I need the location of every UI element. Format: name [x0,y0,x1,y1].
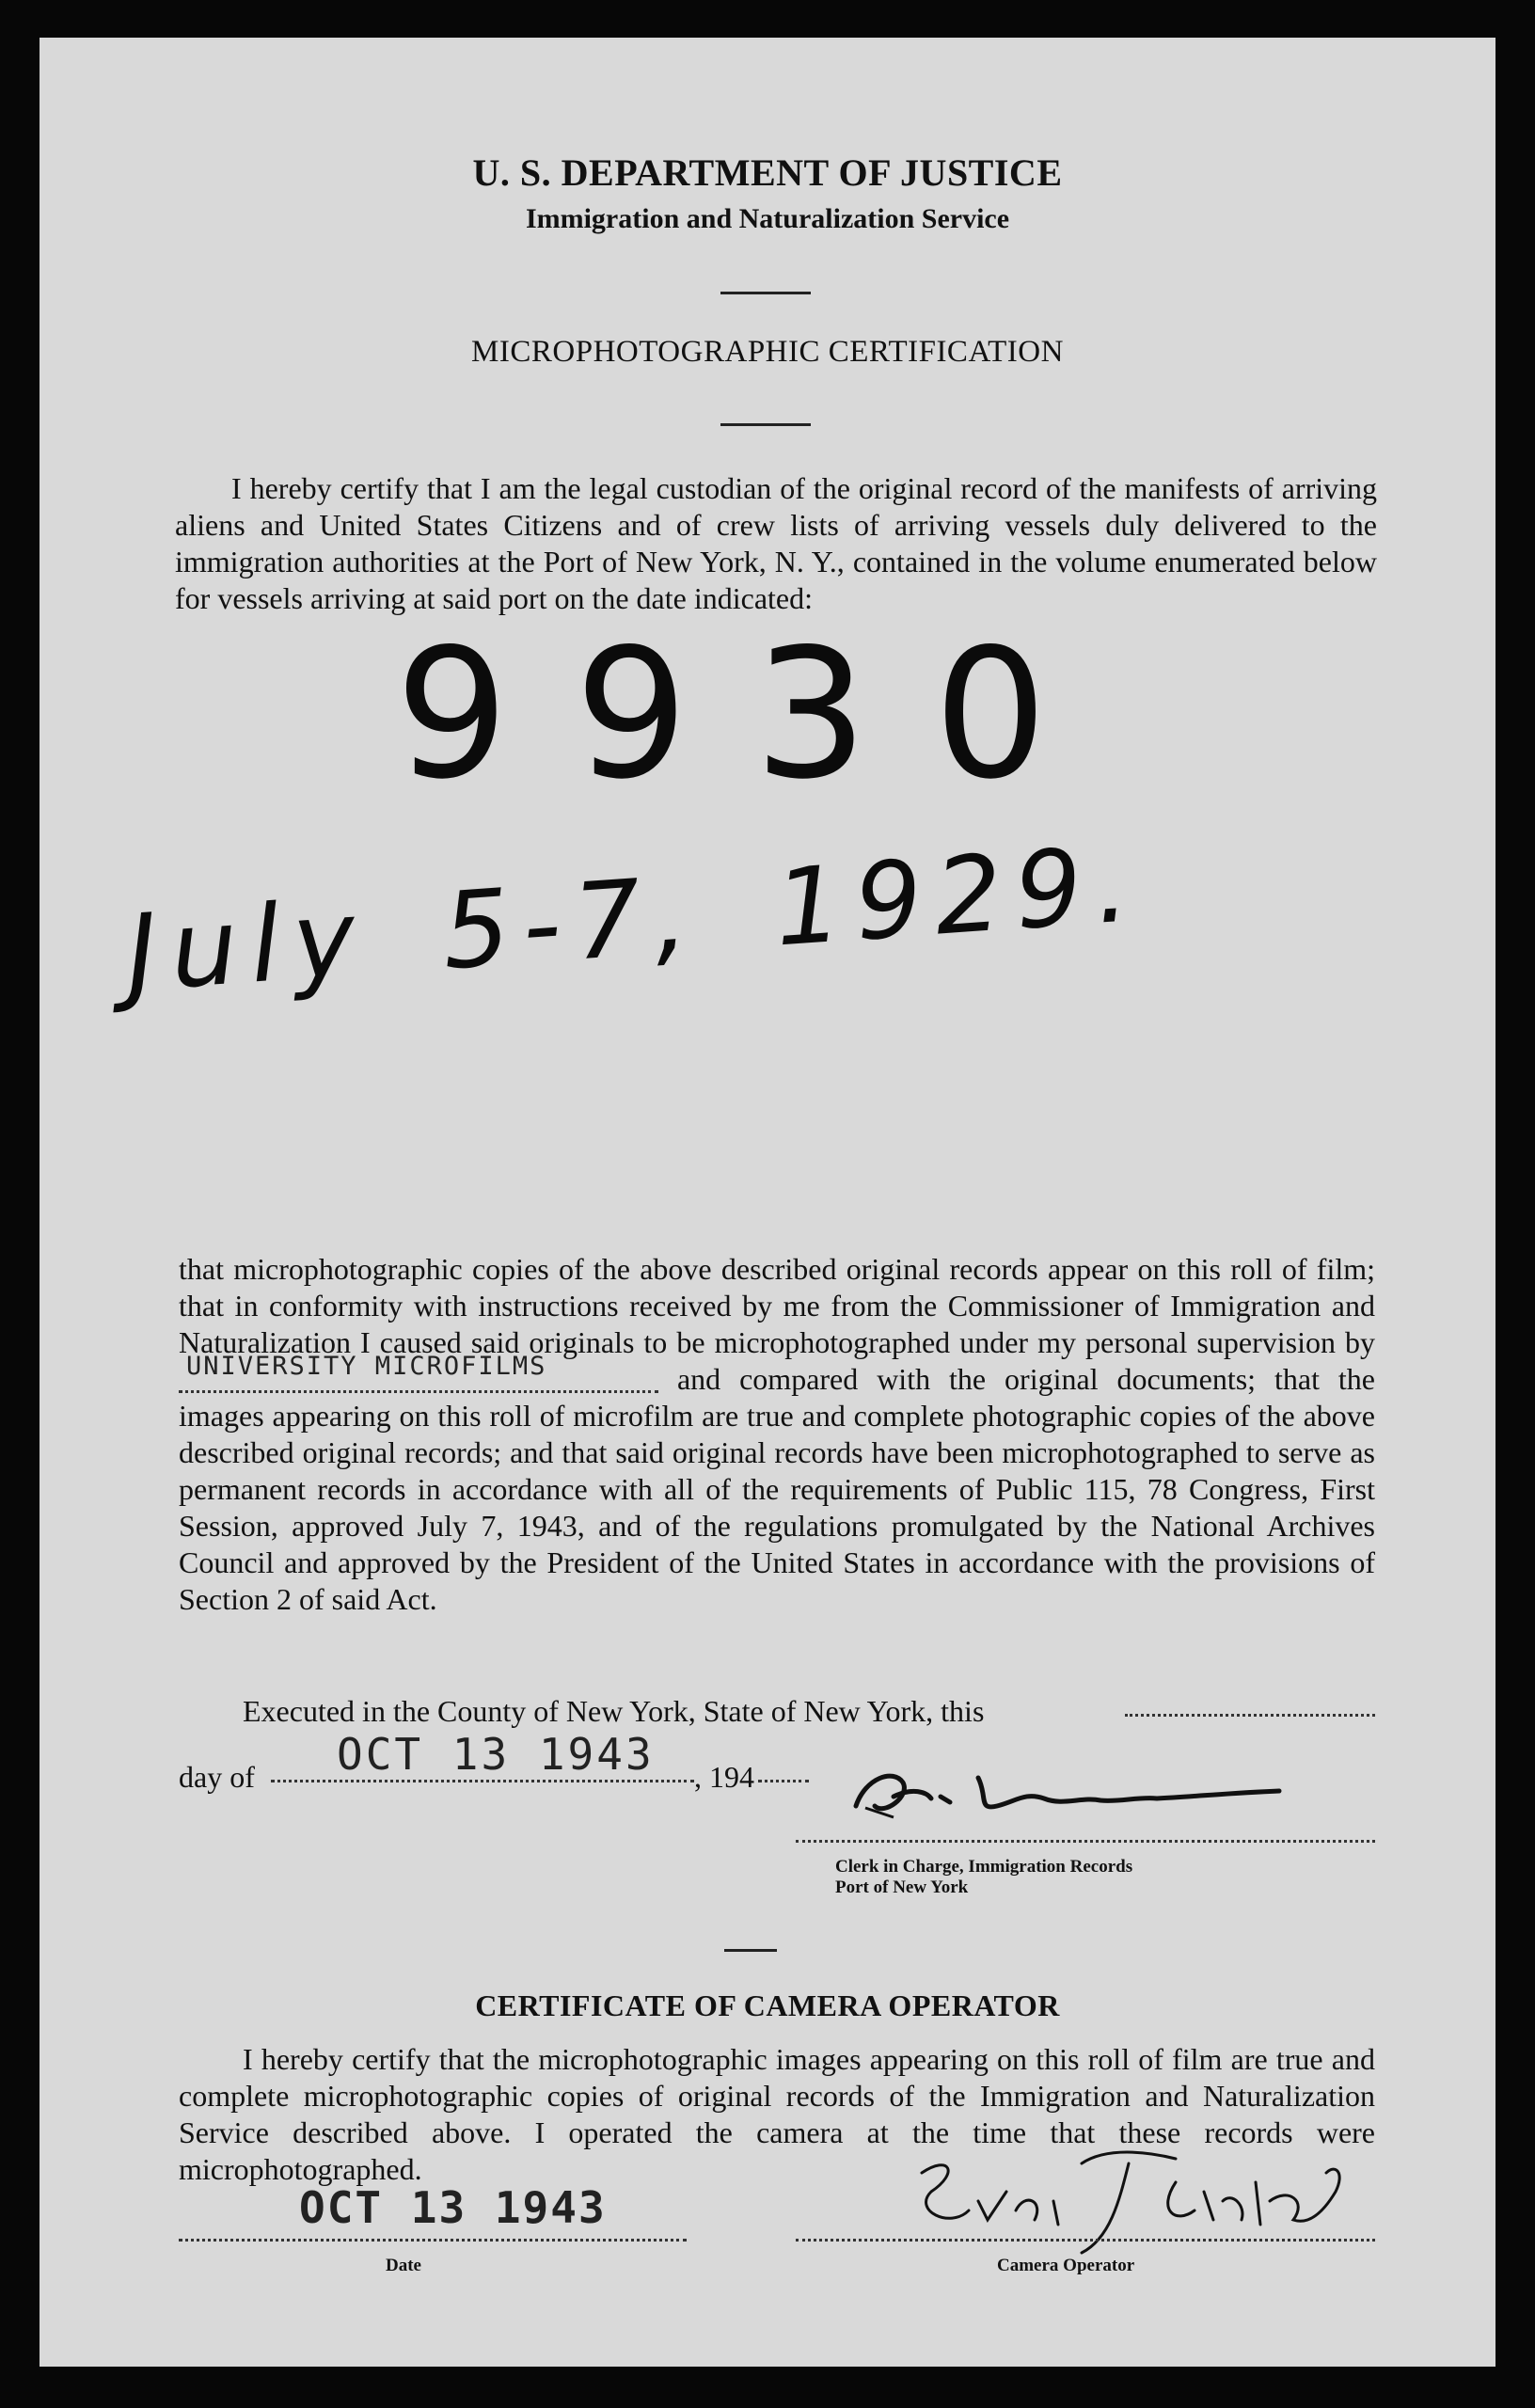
clerk-signature [837,1740,1373,1844]
clerk-title-line1: Clerk in Charge, Immigration Records [835,1857,1133,1877]
operator-signature-line [796,2239,1375,2242]
year-prefix: , 194 [694,1760,754,1794]
camera-operator-text: I hereby certify that the microphotographic images appearing on this roll of film are true and complete microphotographic copies of original records of the Immigration and Naturalization Service described above. I operated the camera at the time that these records were microphotographed. [179,2042,1375,2186]
dotted-line [179,1390,658,1393]
camera-stamped-date: OCT 13 1943 [299,2182,607,2233]
dotted-line [1125,1714,1375,1717]
body-text-part2: and compared with the original documents; that the images appearing on this roll of microfilm are true and complete photographic copies of the above described original records; and that said original records have been microphotographed to serve as permanent records in accordance with all of the requirements of Public 115, 78 Congress, First Session, approved July 7, 1943, and of the regulations promulgated by the National Archives Council and approved by the President of the United States in accordance with the provisions of Section 2 of said Act. [179,1362,1376,1616]
microfilmer-field [179,1352,658,1389]
dotted-line [758,1780,809,1782]
stamped-date: OCT 13 1943 [337,1729,655,1780]
certification-body [179,1251,1375,1618]
microfilmer-stamp: UNIVERSITY MICROFILMS [186,1352,547,1381]
day-of-label: day of [179,1760,255,1794]
executed-text: Executed in the County of New York, State of New York, this [243,1694,985,1728]
service-subtitle: Immigration and Naturalization Service [525,203,1010,234]
executed-line [243,1693,984,1730]
date-label: Date [386,2256,421,2275]
clerk-title-line2: Port of New York [835,1877,969,1897]
signature-line [796,1840,1375,1843]
camera-operator-heading: CERTIFICATE OF CAMERA OPERATOR [475,1988,1060,2022]
handwritten-volume-number: 9930 [395,610,1114,818]
body-text-part1: that microphotographic copies of the above described original records appear on this roll of film; that in conformity with instructions received by me from the Commissioner of Immigration and Naturalization I caused said originals to be microphotographed under my personal supervision by [179,1252,1375,1359]
divider-rule [720,292,811,294]
camera-operator-signature [894,2135,1383,2267]
certification-heading: MICROPHOTOGRAPHIC CERTIFICATION [471,335,1064,369]
clerk-title [835,1857,1132,1898]
divider-rule [720,423,811,426]
dotted-line [271,1780,694,1782]
handwritten-date-range: July 5-7, 1929. [122,822,1147,1016]
divider-rule [724,1949,777,1952]
camera-operator-label: Camera Operator [997,2256,1135,2275]
department-title: U. S. DEPARTMENT OF JUSTICE [472,151,1063,194]
date-line [179,2239,687,2242]
intro-paragraph: I hereby certify that I am the legal custodian of the original record of the manifests of arriving aliens and United States Citizens and of crew lists of arriving vessels duly delivered to the immigration authorities at the Port of New York, N. Y., contained in the volume enumerated below for vessels arriving at said port on the date indicated: [175,471,1377,615]
